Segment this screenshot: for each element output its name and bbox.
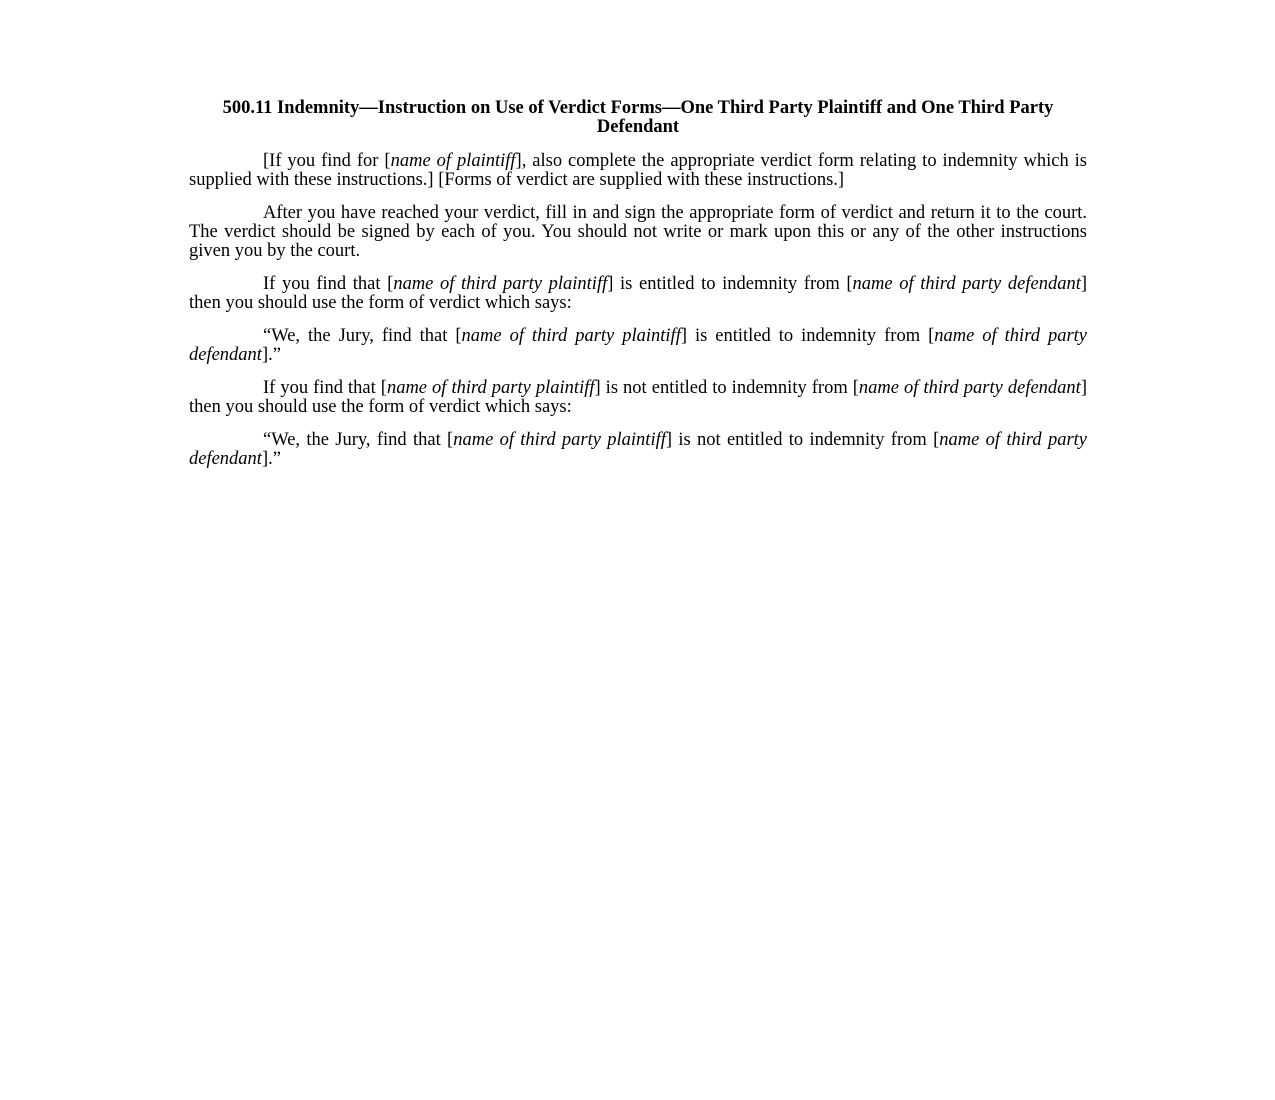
italic-placeholder-text: name of plaintiff: [390, 151, 516, 171]
paragraph: [189, 327, 1087, 365]
paragraph-text: If you find that [: [263, 274, 394, 294]
paragraph: [189, 152, 1087, 190]
paragraph: [189, 204, 1087, 261]
paragraph-text: ] is entitled to indemnity from [: [680, 326, 935, 346]
italic-placeholder-text: name of third party defendant: [189, 326, 1087, 365]
paragraph-text: ].”: [261, 449, 281, 469]
italic-placeholder-text: name of third party defendant: [858, 378, 1081, 398]
paragraph-text: ] is not entitled to indemnity from [: [594, 378, 859, 398]
paragraph: [189, 275, 1087, 313]
paragraph-text: If you find that [: [263, 378, 387, 398]
document-page: [189, 99, 1087, 483]
italic-placeholder-text: name of third party plaintiff: [393, 274, 608, 294]
paragraph-text: “We, the Jury, find that [: [263, 326, 462, 346]
paragraph-text: [If you find for [: [263, 151, 391, 171]
italic-placeholder-text: name of third party plaintiff: [386, 378, 595, 398]
italic-placeholder-text: name of third party plaintiff: [461, 326, 681, 346]
paragraph-text: After you have reached your verdict, fill in and sign the appropriate form of verdict and return it to the court. The verdict should be signed by each of you. You should not write or mark upon this or any of the other instructions given you by the court.: [189, 203, 1087, 261]
paragraph-text: ] is entitled to indemnity from [: [607, 274, 853, 294]
italic-placeholder-text: name of third party defendant: [189, 430, 1088, 469]
document-body: [189, 152, 1087, 469]
paragraph-text: ].”: [261, 345, 281, 365]
italic-placeholder-text: name of third party defendant: [852, 274, 1081, 294]
paragraph-text: ], also complete the appropriate verdict form relating to indemnity which is supplied with these instructions.] [Forms of verdict are supplied with these instructions.]: [189, 151, 1087, 190]
document-title: 500.11 Indemnity—Instruction on Use of Verdict Forms—One Third Party Plaintiff and One Third Party Defendant: [222, 98, 1054, 137]
paragraph-text: ] then you should use the form of verdict which says:: [189, 274, 1087, 313]
paragraph: [189, 379, 1087, 417]
paragraph-text: ] is not entitled to indemnity from [: [665, 430, 940, 450]
paragraph-text: “We, the Jury, find that [: [263, 430, 454, 450]
italic-placeholder-text: name of third party plaintiff: [453, 430, 666, 450]
paragraph-text: ] then you should use the form of verdict which says:: [189, 378, 1087, 417]
paragraph: [189, 431, 1087, 469]
